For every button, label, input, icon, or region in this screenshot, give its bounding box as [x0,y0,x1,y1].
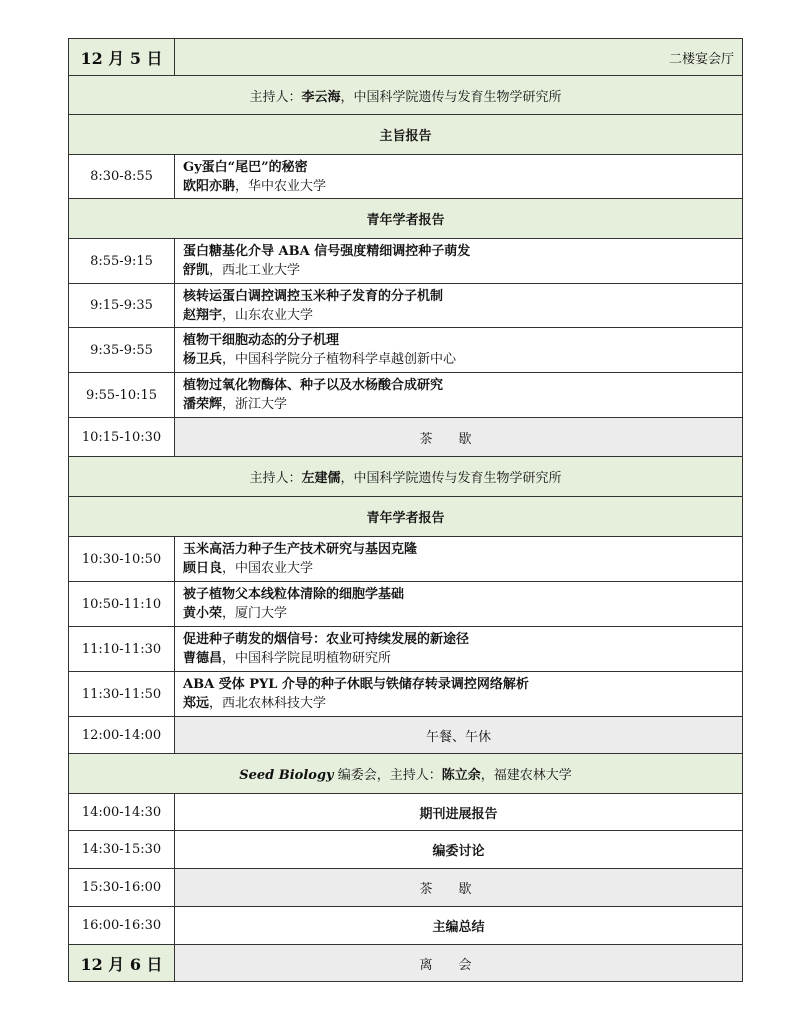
speaker-affil: ，华中农业大学 [235,178,327,194]
editorial-rest: 编委会，主持人： [333,768,442,783]
agenda-label: 期刊进展报告 [175,794,743,831]
speaker-name: 舒凯 [183,263,210,278]
talk-row [69,672,743,717]
lunch-label: 午餐、午休 [175,717,743,754]
venue: 二楼宴会厅 [175,39,743,76]
host-affil: ，中国科学院遗传与发育生物学研究所 [340,471,562,486]
keynote-header: 主旨报告 [69,115,743,155]
host-affil: ，中国科学院遗传与发育生物学研究所 [340,89,562,105]
agenda-label: 编委讨论 [175,831,743,869]
talk-time: 11:30-11:50 [69,672,175,717]
host-name: 左建儒 [301,471,341,486]
host-info [69,76,743,115]
talk-info [175,239,743,284]
section-header [69,199,743,239]
talk-row [69,284,743,328]
lunch-row [69,717,743,754]
talk-title: 蛋白糖基化介导 ABA 信号强度精细调控种子萌发 [183,244,471,259]
day-row [69,945,743,982]
talk-title: 被子植物父本线粒体清除的细胞学基础 [183,587,405,602]
talk-row [69,155,743,199]
speaker-affil: ，山东农业大学 [222,307,314,323]
section-header [69,115,743,155]
break-time: 15:30-16:00 [69,869,175,907]
talk-info [175,155,743,199]
talk-row [69,239,743,284]
talk-time: 10:50-11:10 [69,582,175,627]
talk-title: 植物干细胞动态的分子机理 [183,333,340,348]
journal-name: Seed Biology [239,768,334,783]
talk-row [69,582,743,627]
talk-info [175,537,743,582]
host-name: 李云海 [301,89,341,105]
host-name: 陈立余 [441,768,481,783]
agenda-time: 14:00-14:30 [69,794,175,831]
speaker-affil: ，浙江大学 [222,397,288,412]
talk-info [175,627,743,672]
break-label: 茶歇 [175,869,743,907]
young-header: 青年学者报告 [69,199,743,239]
editorial-host-row [69,754,743,794]
young-header: 青年学者报告 [69,497,743,537]
day-date: 12 月 5 日 [69,39,175,76]
speaker-affil: ，中国农业大学 [222,561,314,576]
agenda-row [69,794,743,831]
speaker-name: 郑远 [183,696,210,711]
host-prefix: 主持人： [249,471,302,486]
agenda-row [69,907,743,945]
speaker-name: 顾日良 [183,561,223,576]
break-row [69,418,743,457]
host-info [69,457,743,497]
talk-time: 10:30-10:50 [69,537,175,582]
editorial-host-info [69,754,743,794]
agenda-time: 14:30-15:30 [69,831,175,869]
speaker-name: 欧阳亦聃 [183,178,236,194]
day-row [69,39,743,76]
break-time: 10:15-10:30 [69,418,175,457]
speaker-name: 杨卫兵 [183,352,223,367]
talk-time: 9:55-10:15 [69,373,175,418]
talk-info [175,328,743,373]
speaker-affil: ，西北农林科技大学 [209,696,327,711]
break-label: 茶歇 [175,418,743,457]
talk-title: ABA 受体 PYL 介导的种子休眠与铁储存转录调控网络解析 [183,677,529,692]
talk-title: 核转运蛋白调控调控玉米种子发育的分子机制 [183,288,444,304]
agenda-row [69,831,743,869]
speaker-name: 曹德昌 [183,651,223,666]
day-date: 12 月 6 日 [69,945,175,982]
talk-title: 促进种子萌发的烟信号：农业可持续发展的新途径 [183,632,470,647]
talk-time: 9:35-9:55 [69,328,175,373]
speaker-affil: ，中国科学院分子植物科学卓越创新中心 [222,352,457,367]
summary-label: 主编总结 [175,907,743,945]
departure-label: 离会 [175,945,743,982]
talk-row [69,373,743,418]
lunch-time: 12:00-14:00 [69,717,175,754]
talk-title: 植物过氧化物酶体、种子以及水杨酸合成研究 [183,378,444,393]
host-prefix: 主持人： [249,89,302,105]
speaker-affil: ，西北工业大学 [209,263,301,278]
talk-title: 玉米高活力种子生产技术研究与基因克隆 [183,542,418,557]
section-header [69,497,743,537]
host-affil: ，福建农林大学 [480,768,572,783]
talk-time: 9:15-9:35 [69,284,175,328]
talk-time: 8:30-8:55 [69,155,175,199]
talk-row [69,537,743,582]
schedule-table [68,38,743,982]
talk-row [69,328,743,373]
talk-info [175,284,743,328]
host-row [69,457,743,497]
host-row [69,76,743,115]
talk-time: 11:10-11:30 [69,627,175,672]
talk-time: 8:55-9:15 [69,239,175,284]
summary-time: 16:00-16:30 [69,907,175,945]
talk-info [175,373,743,418]
talk-title: Gy蛋白“尾巴”的秘密 [183,159,308,175]
break-row [69,869,743,907]
speaker-name: 潘荣辉 [183,397,223,412]
speaker-name: 黄小荣 [183,606,223,621]
speaker-affil: ，中国科学院昆明植物研究所 [222,651,392,666]
talk-row [69,627,743,672]
talk-info [175,672,743,717]
speaker-name: 赵翔宇 [183,307,223,323]
speaker-affil: ，厦门大学 [222,606,288,621]
talk-info [175,582,743,627]
